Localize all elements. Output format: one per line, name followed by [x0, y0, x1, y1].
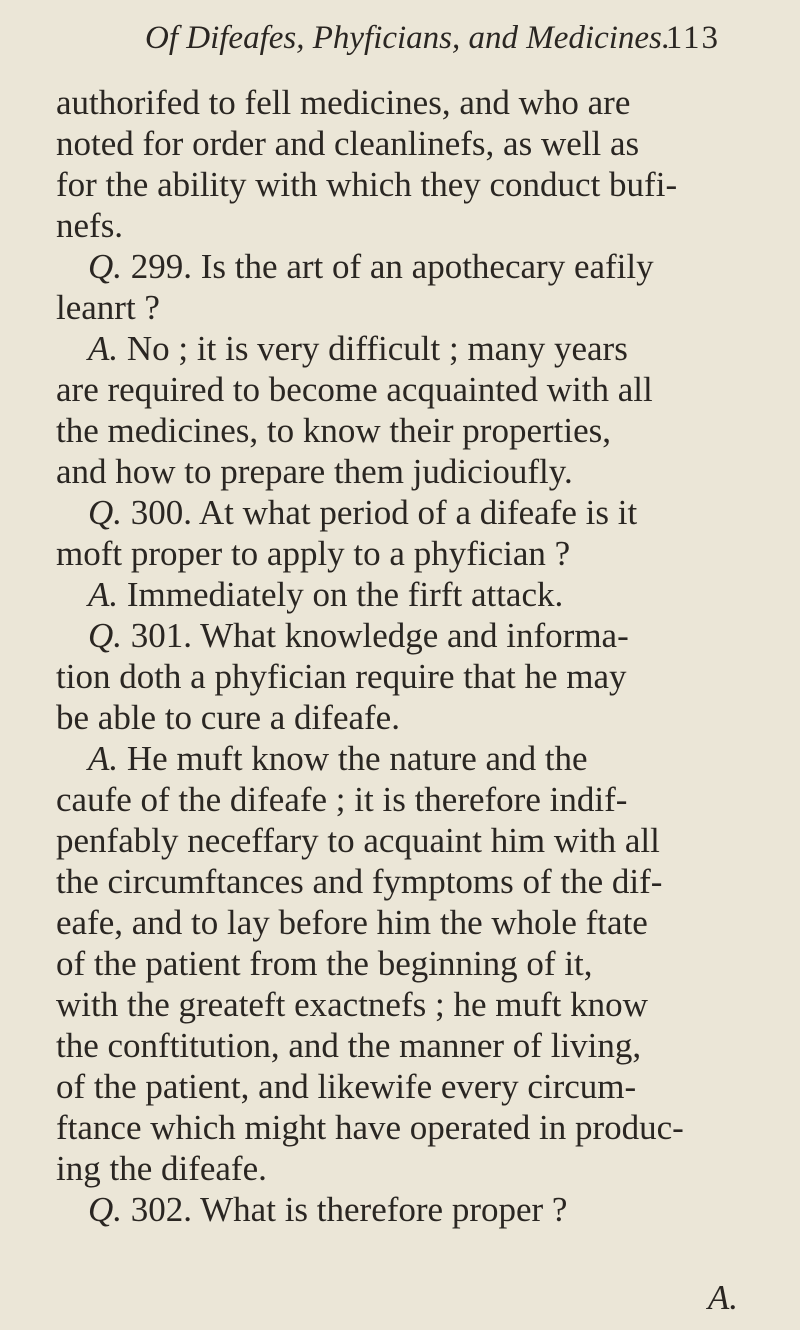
answer-label: A. [88, 575, 119, 614]
text-line: moft proper to apply to a phyfician ? [56, 534, 571, 573]
text-line: caufe of the difeafe ; it is therefore indif- [56, 780, 628, 819]
text-line: for the ability with which they conduct bufi- [56, 165, 678, 204]
question-line: Q. 299. Is the art of an apothecary eafily [88, 247, 654, 286]
text-line: be able to cure a difeafe. [56, 698, 400, 737]
text-line: the circumftances and fymptoms of the dif- [56, 862, 663, 901]
text-line: penfably neceffary to acquaint him with all [56, 821, 660, 860]
text-line: leanrt ? [56, 288, 160, 327]
text-line: authorifed to fell medicines, and who are [56, 83, 631, 122]
text-line: with the greateft exactnefs ; he muft know [56, 985, 648, 1024]
question-label: Q. [88, 1190, 123, 1229]
text-line: of the patient, and likewife every circum- [56, 1067, 637, 1106]
text-line: eafe, and to lay before him the whole ftate [56, 903, 648, 942]
text-line: of the patient from the beginning of it, [56, 944, 593, 983]
text-line: tion doth a phyfician require that he may [56, 657, 627, 696]
question-line: Q. 302. What is therefore proper ? [88, 1190, 568, 1229]
answer-line: A. No ; it is very difficult ; many years [88, 329, 628, 368]
question-label: Q. [88, 493, 123, 532]
running-title: Of Difeafes, Phyficians, and Medicines. [145, 20, 671, 56]
text-line: the medicines, to know their properties, [56, 411, 611, 450]
text-line: ftance which might have operated in produc- [56, 1108, 684, 1147]
question-label: Q. [88, 616, 123, 655]
text-line: noted for order and cleanlinefs, as well as [56, 124, 640, 163]
answer-label: A. [88, 329, 119, 368]
question-label: Q. [88, 247, 123, 286]
answer-label: A. [88, 739, 119, 778]
question-line: Q. 300. At what period of a difeafe is it [88, 493, 638, 532]
answer-line: A. He muft know the nature and the [88, 739, 588, 778]
body-text [56, 82, 740, 1230]
text-line: ing the difeafe. [56, 1149, 267, 1188]
text-line: nefs. [56, 206, 124, 245]
catchword: A. [707, 1278, 738, 1317]
text-line: and how to prepare them judicioufly. [56, 452, 573, 491]
text-line: are required to become acquainted with all [56, 370, 653, 409]
answer-line: A. Immediately on the firft attack. [88, 575, 564, 614]
question-line: Q. 301. What knowledge and informa- [88, 616, 629, 655]
text-line: the conftitution, and the manner of living, [56, 1026, 642, 1065]
running-head [145, 16, 720, 60]
page-number: 113 [665, 20, 720, 56]
